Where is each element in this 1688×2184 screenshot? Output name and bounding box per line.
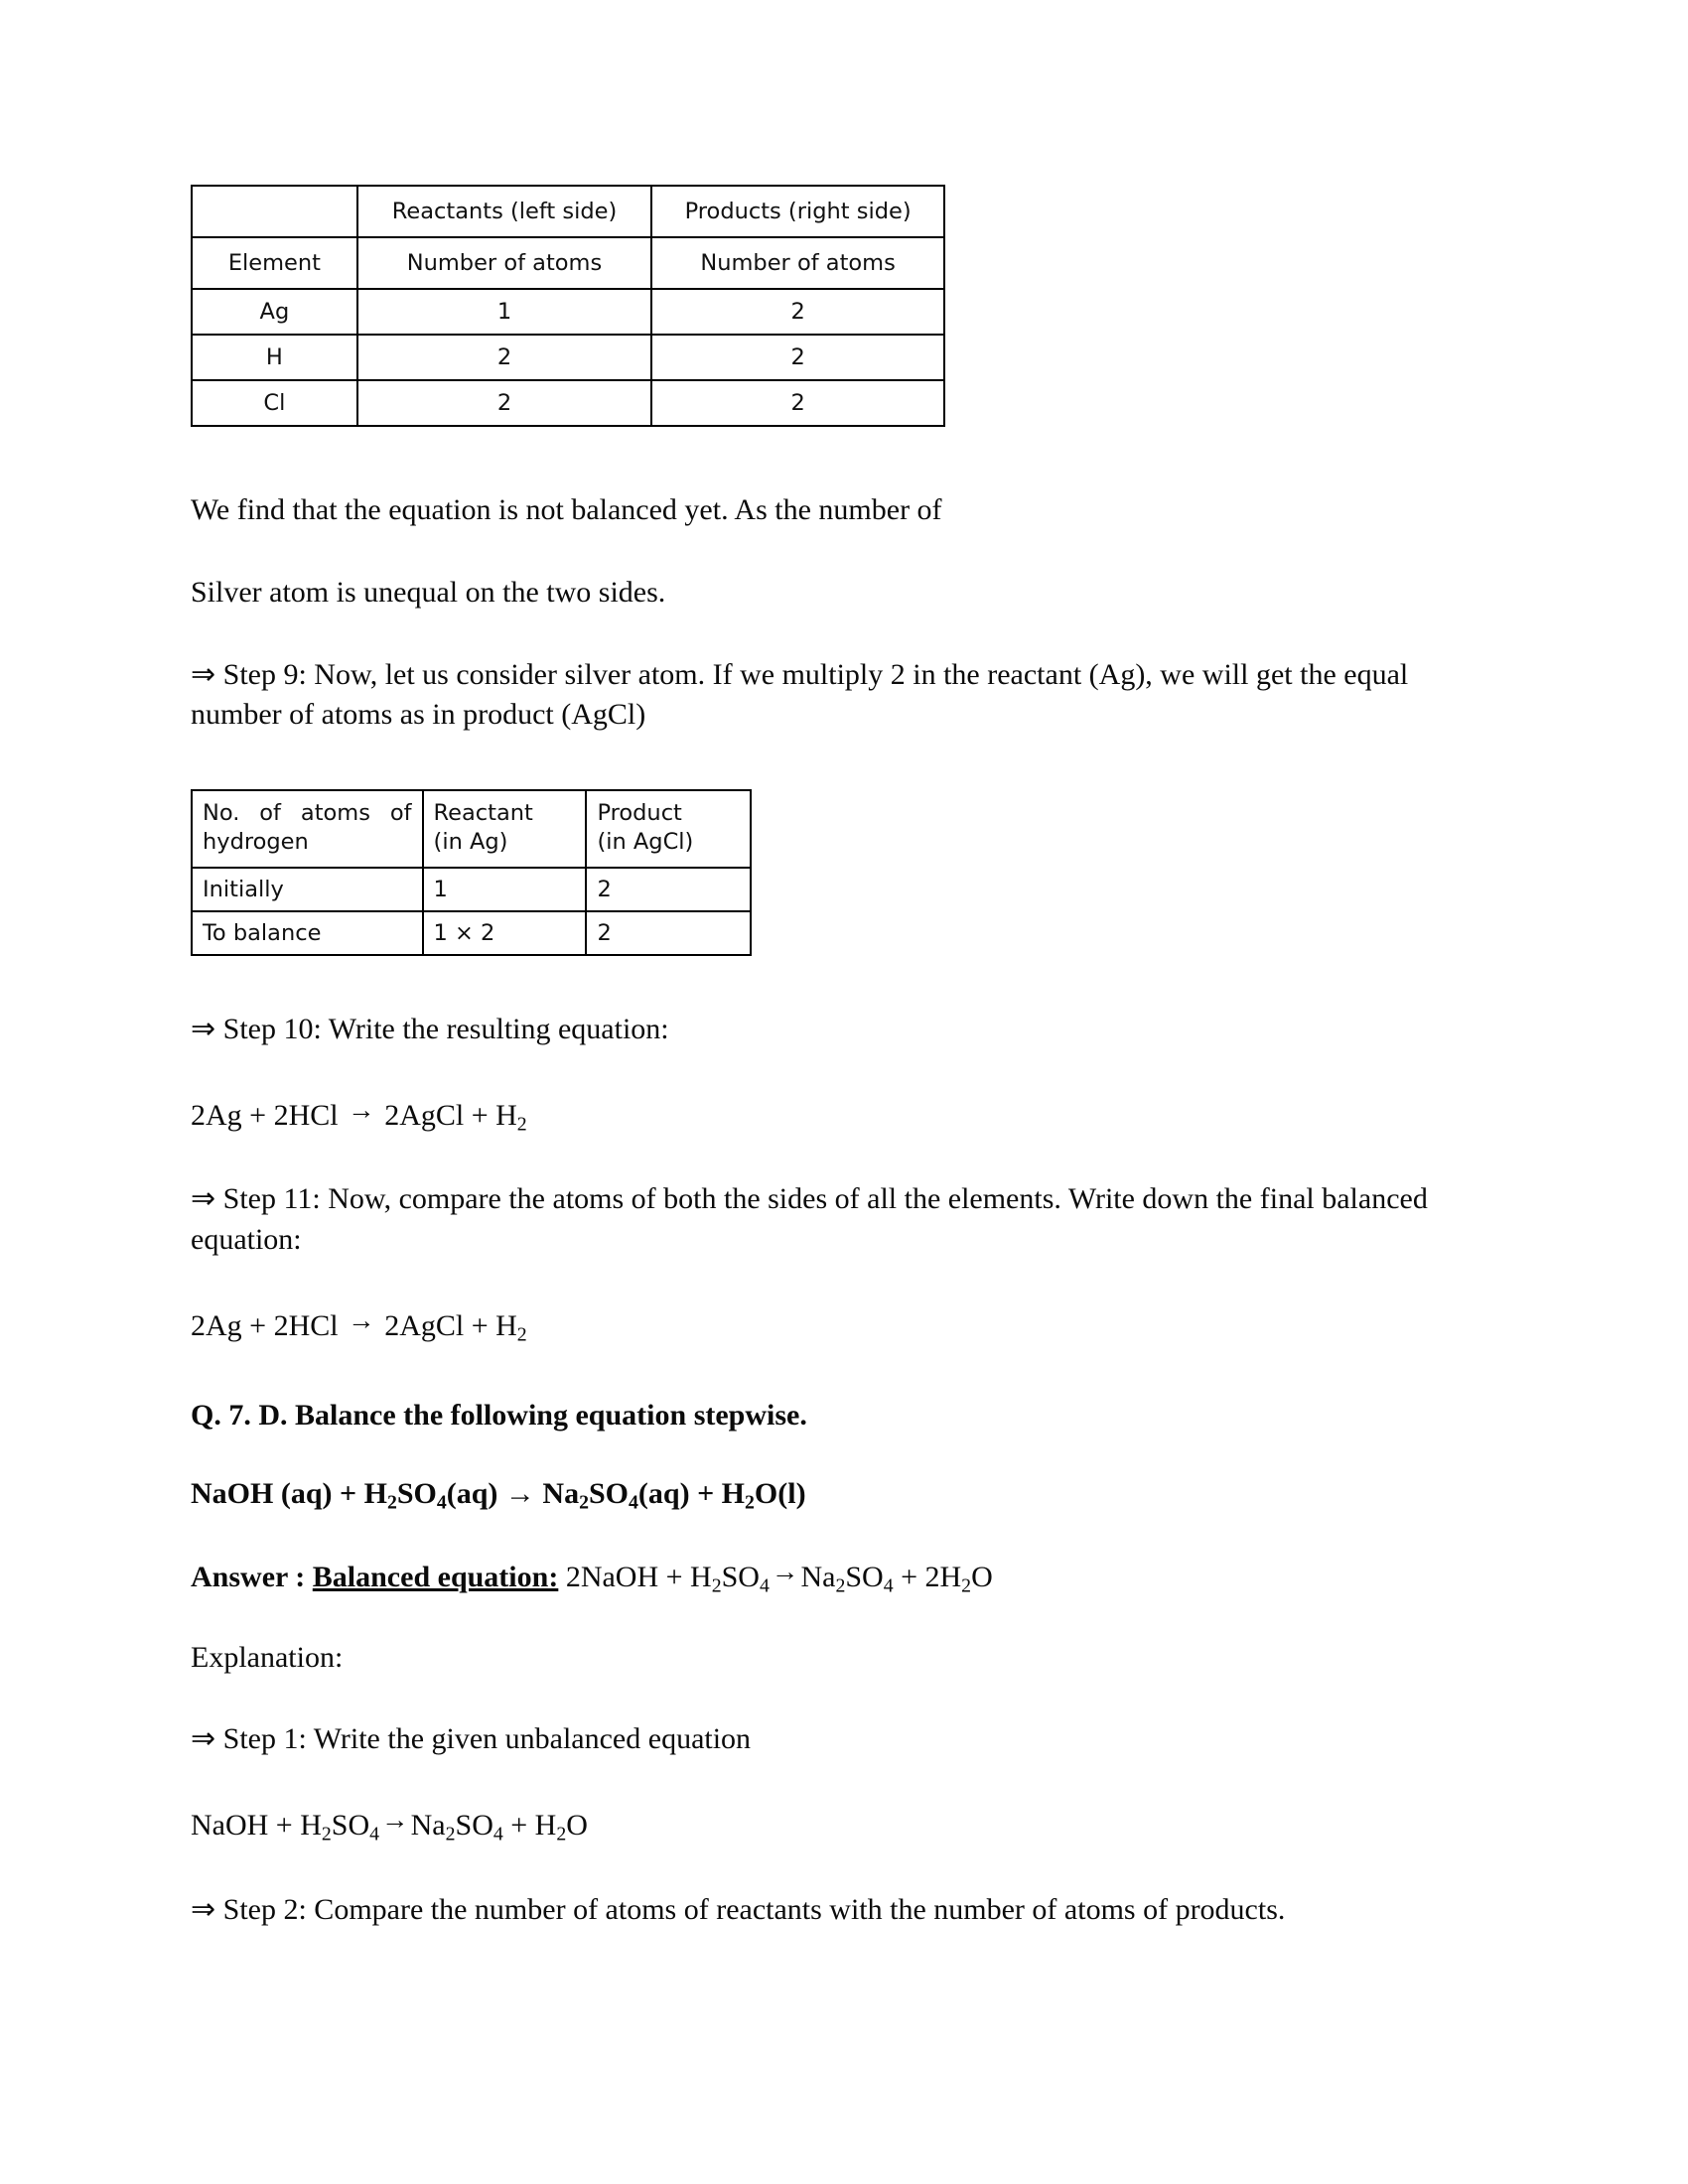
header-line-2: (in Ag): [433, 829, 508, 856]
equation-right: 2AgCl + H: [384, 1099, 517, 1133]
explanation-label: Explanation:: [191, 1640, 344, 1674]
finding-line-1: We find that the equation is not balanced yet. As the number of: [191, 493, 942, 526]
equation-ag-final: [191, 1302, 1491, 1348]
eq-sub: 2: [556, 1823, 567, 1845]
eq-part: SO: [396, 1477, 437, 1511]
eq-part: O(l): [754, 1477, 806, 1511]
answer-prefix: Answer :: [191, 1561, 313, 1594]
reaction-arrow-icon: →: [348, 1093, 375, 1125]
cell-reactants: 2: [357, 335, 651, 380]
reaction-arrow-icon: →: [381, 1804, 409, 1836]
table-row: [192, 335, 944, 380]
header-element: Element: [192, 237, 357, 289]
header-line-1: Product: [597, 800, 682, 827]
eq-part: SO: [845, 1561, 884, 1594]
eq-part: + H: [502, 1809, 557, 1843]
eq-sub: 4: [883, 1574, 894, 1597]
eq-sub: 4: [369, 1823, 380, 1845]
eq-part: NaOH + H: [191, 1809, 322, 1843]
cell-reactant: 1 × 2: [423, 911, 587, 955]
header-atoms-of-hydrogen: [192, 790, 423, 868]
eq-part: SO: [721, 1561, 760, 1594]
header-line-2: (in AgCl): [597, 829, 694, 856]
cell-reactant: 1: [423, 868, 587, 911]
cell-product: 2: [586, 911, 751, 955]
cell-label: To balance: [192, 911, 423, 955]
eq-part: SO: [588, 1477, 630, 1511]
eq-part: + 2H: [893, 1561, 962, 1594]
eq-sub: 2: [321, 1823, 332, 1845]
eq-part: O: [566, 1809, 588, 1843]
eq-sub: 4: [629, 1491, 638, 1514]
equation-left: 2Ag + 2HCl: [191, 1308, 339, 1342]
table-header-row-sub: [192, 237, 944, 289]
equation-ag-result: [191, 1092, 1491, 1138]
table-header-row-group: [192, 186, 944, 237]
eq-sub: 2: [961, 1574, 972, 1597]
balanced-equation-label: Balanced equation:: [312, 1561, 559, 1594]
eq-part: Na: [800, 1561, 836, 1594]
reaction-arrow-icon: →: [771, 1556, 799, 1587]
step-9-text: ⇒ Step 9: Now, let us consider silver atom. If we multiply 2 in the reactant (Ag), we will get the equal number of atoms as in product (AgCl): [191, 657, 1409, 732]
table-corner-cell: [192, 186, 357, 237]
eq-sub: 2: [445, 1823, 456, 1845]
eq-sub: 2: [835, 1574, 846, 1597]
equation-naoh-step1: [191, 1802, 1491, 1847]
header-line-1: No. of atoms of: [203, 800, 412, 827]
cell-products: 2: [651, 380, 944, 426]
reaction-arrow-icon: →: [348, 1303, 375, 1335]
eq-part: SO: [455, 1809, 493, 1843]
eq-sub: 4: [759, 1574, 770, 1597]
step-10-text: ⇒ Step 10: Write the resulting equation:: [191, 1013, 669, 1046]
equation-right: 2AgCl + H: [384, 1308, 517, 1342]
eq-sub: 2: [711, 1574, 722, 1597]
header-line-1: Reactant: [433, 800, 533, 827]
equation-naoh-question: [191, 1474, 1491, 1516]
cell-products: 2: [651, 289, 944, 335]
step-11-text: ⇒ Step 11: Now, compare the atoms of both the sides of all the elements. Write down the final balanced equation:: [191, 1182, 1428, 1257]
cell-reactants: 1: [357, 289, 651, 335]
eq-part: [558, 1561, 566, 1593]
table-row: [192, 868, 751, 911]
header-reactant-atoms: Number of atoms: [357, 237, 651, 289]
cell-product: 2: [586, 868, 751, 911]
document-content: [191, 185, 1491, 1930]
table-row: [192, 289, 944, 335]
eq-part: Na: [410, 1809, 446, 1843]
cell-element: H: [192, 335, 357, 380]
header-reactant: [423, 790, 587, 868]
atom-count-table: [191, 185, 945, 427]
header-product: [586, 790, 751, 868]
eq-part: SO: [331, 1809, 370, 1843]
eq-part: O: [971, 1561, 993, 1594]
cell-element: Ag: [192, 289, 357, 335]
step-2-text: ⇒ Step 2: Compare the number of atoms of reactants with the number of atoms of products.: [191, 1892, 1286, 1926]
cell-reactants: 2: [357, 380, 651, 426]
reaction-arrow-icon: →: [504, 1477, 535, 1511]
eq-part: Na: [534, 1477, 580, 1511]
balance-table: [191, 789, 752, 956]
eq-sub: 4: [492, 1823, 503, 1845]
header-products: Products (right side): [651, 186, 944, 237]
equation-right-subscript: 2: [516, 1323, 527, 1346]
cell-products: 2: [651, 335, 944, 380]
eq-part: NaOH (aq) + H: [191, 1477, 387, 1511]
step-1-text: ⇒ Step 1: Write the given unbalanced equation: [191, 1722, 752, 1756]
question-heading: Q. 7. D. Balance the following equation stepwise.: [191, 1399, 807, 1433]
table-row: [192, 911, 751, 955]
equation-left: 2Ag + 2HCl: [191, 1099, 339, 1133]
answer-line: [191, 1554, 1491, 1599]
header-reactants: Reactants (left side): [357, 186, 651, 237]
finding-line-2: Silver atom is unequal on the two sides.: [191, 575, 666, 609]
eq-part: (aq): [446, 1477, 505, 1511]
header-product-atoms: Number of atoms: [651, 237, 944, 289]
table-header-row: [192, 790, 751, 868]
eq-part: (aq) + H: [637, 1477, 746, 1511]
header-line-2: hydrogen: [203, 829, 309, 856]
eq-part: 2NaOH + H: [565, 1561, 712, 1594]
cell-label: Initially: [192, 868, 423, 911]
eq-sub: 2: [745, 1491, 755, 1514]
cell-element: Cl: [192, 380, 357, 426]
eq-sub: 2: [386, 1491, 397, 1514]
equation-right-subscript: 2: [516, 1113, 527, 1136]
eq-sub: 4: [436, 1491, 447, 1514]
eq-sub: 2: [579, 1491, 589, 1514]
table-row: [192, 380, 944, 426]
